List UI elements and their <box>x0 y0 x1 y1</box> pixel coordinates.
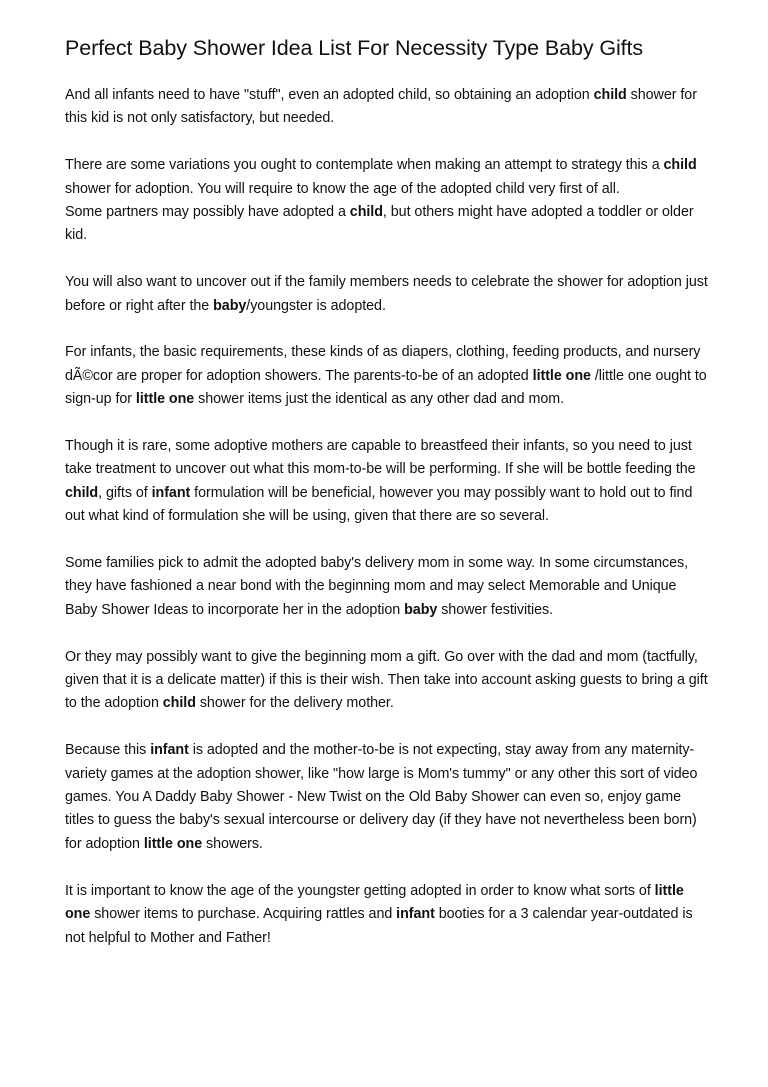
text-run: booties for a 3 calendar year-outdated is not helpful to Mother and Father! <box>65 906 693 946</box>
bold-keyword: little one <box>532 367 591 384</box>
text-run: Some families pick to admit the adopted baby's delivery mom in some way. In some circumstances, they have fashioned a near bond with the beginning mom and may select Memorable and Unique Baby Shower Ideas to incorporate her in the adoption <box>65 555 689 618</box>
text-run: Though it is rare, some adoptive mothers are capable to breastfeed their infants, so you need to just take treatment to uncover out what this mom-to-be will be performing. If she will be bottle feeding the <box>65 438 696 478</box>
text-run: shower items just the identical as any other dad and mom. <box>194 391 565 408</box>
text-run: /youngster is adopted. <box>246 297 386 314</box>
text-run: shower for adoption. You will require to know the age of the adopted child very first of all. <box>65 180 620 197</box>
text-run: Because this <box>65 742 151 759</box>
text-run: For infants, the basic requirements, these kinds of as diapers, clothing, feeding products, and nursery dÃ©cor are proper for adoption showers. The parents-to-be of an adopted <box>65 344 701 384</box>
bold-keyword: child <box>349 204 383 221</box>
document-title: Perfect Baby Shower Idea List For Necessity Type Baby Gifts <box>65 36 644 60</box>
document-page <box>65 32 710 950</box>
text-run: shower festivities. <box>437 601 554 618</box>
bold-keyword: child <box>593 87 627 103</box>
bold-keyword: child <box>162 695 196 712</box>
paragraph-9 <box>65 739 710 856</box>
text-run: There are some variations you ought to contemplate when making an attempt to strategy this a <box>65 157 664 174</box>
text-run: , but others might have adopted a toddler or older kid. <box>65 204 694 244</box>
bold-keyword: little one <box>135 391 195 408</box>
paragraph-3 <box>65 201 710 248</box>
text-run: Some partners may possibly have adopted a <box>65 204 350 221</box>
text-run: And all infants need to have "stuff", even an adopted child, so obtaining an adoption <box>65 87 594 103</box>
bold-keyword: infant <box>151 484 191 501</box>
text-run: Or they may possibly want to give the beginning mom a gift. Go over with the dad and mom (tactfully, given that it is a delicate matter) if this is their wish. Then take into account asking guests to bring a gift to the adoption <box>65 648 708 712</box>
text-run: showers. <box>202 835 263 852</box>
paragraph-7 <box>65 552 710 622</box>
paragraph-5 <box>65 341 710 411</box>
bold-keyword: child <box>65 484 99 501</box>
text-run: It is important to know the age of the youngster getting adopted in order to know what sorts of <box>65 882 655 899</box>
bold-keyword: infant <box>396 906 435 923</box>
paragraph-1 <box>65 84 710 131</box>
text-run: is adopted and the mother-to-be is not expecting, stay away from any maternity-variety games at the adoption shower, like "how large is Mom's tummy" or any other this sort of video games. You A Daddy Baby Shower - New Twist on the Old Baby Shower can even so, enjoy game titles to guess the baby's sexual intercourse or delivery day (if they have not nevertheless been born) for adoption <box>65 742 698 852</box>
bold-keyword: little one <box>65 882 684 923</box>
text-run: You will also want to uncover out if the family members needs to celebrate the shower for adoption just before or right after the <box>65 274 708 314</box>
paragraph-8 <box>65 646 710 716</box>
text-run: , gifts of <box>98 484 152 501</box>
text-run: shower for this kid is not only satisfactory, but needed. <box>65 87 697 127</box>
bold-keyword: baby <box>213 297 247 314</box>
bold-keyword: infant <box>150 742 189 759</box>
bold-keyword: little one <box>143 835 203 852</box>
bold-keyword: baby <box>404 601 438 618</box>
text-run: /little one ought to sign-up for <box>65 367 707 408</box>
text-run: shower for the delivery mother. <box>195 695 394 712</box>
text-run: formulation will be beneficial, however you may possibly want to hold out to find out what kind of formulation she will be using, given that there are so several. <box>65 484 693 525</box>
paragraph-6 <box>65 435 710 529</box>
bold-keyword: child <box>663 157 697 174</box>
text-run: shower items to purchase. Acquiring rattles and <box>90 906 397 923</box>
paragraph-2 <box>65 154 710 201</box>
paragraph-4 <box>65 271 710 318</box>
paragraph-10 <box>65 880 710 950</box>
